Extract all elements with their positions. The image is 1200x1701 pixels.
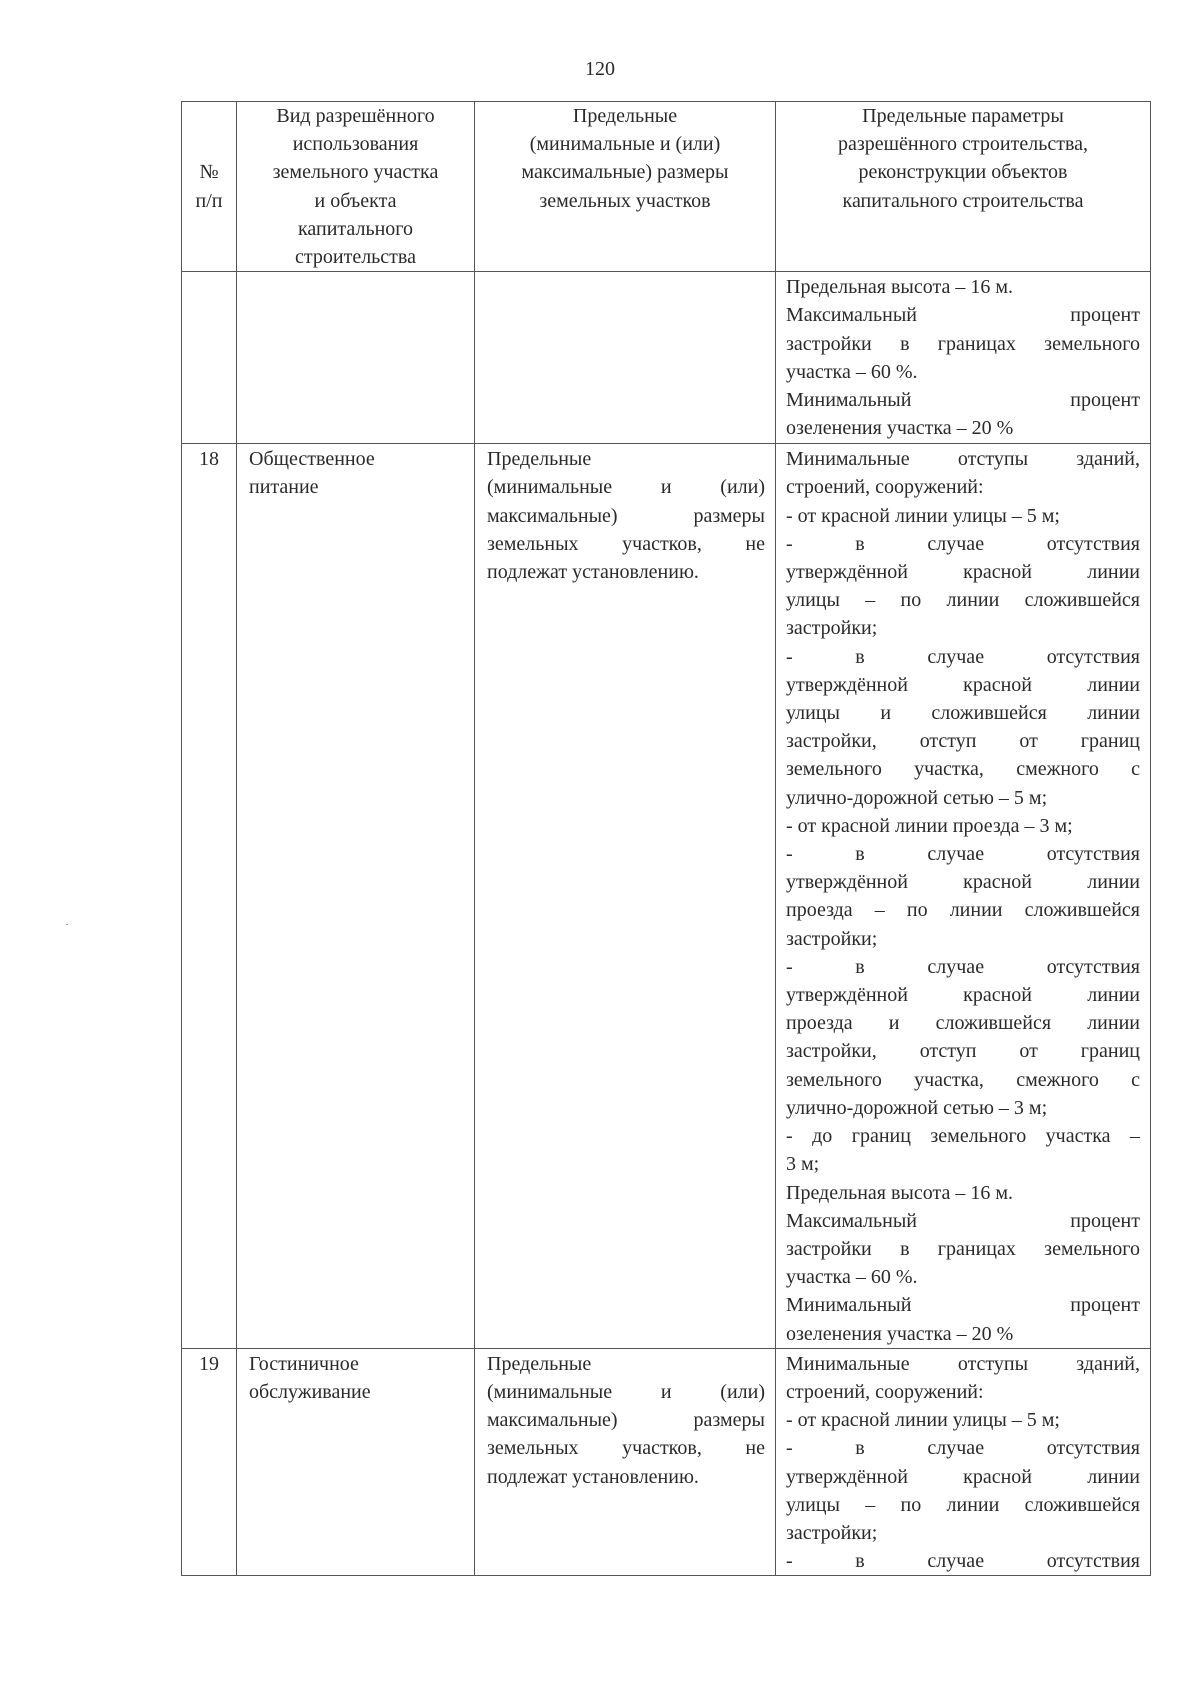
row-number: 18 [182,444,237,1349]
cell-text-line: подлежат установлению. [487,1465,699,1488]
header-sizes-line: максимальные) размеры [521,161,729,184]
header-sizes-line: (минимальные и (или) [529,133,721,156]
use-type-line: питание [249,476,319,499]
cell-text-line: - от красной линии улицы – 5 м; [786,1409,1060,1432]
cell-text-line: улично-дорожной сетью – 3 м; [786,1096,1048,1119]
header-use-type-line: использования [292,133,419,156]
cell-text-line: - в случае отсутствия [786,843,1140,866]
row-number [182,272,237,444]
cell-text-line: 3 м; [786,1153,820,1176]
cell-text-line: застройки в границах земельного [786,332,1140,355]
table-header-row [182,102,1151,272]
row-use-type [237,1348,475,1576]
row-sizes [475,444,776,1349]
cell-text-line: подлежат установлению. [487,561,699,584]
cell-text-line: максимальные) размеры [487,504,765,527]
header-params-line: капитального строительства [842,189,1084,212]
header-use-type-line: капитального [298,217,413,240]
cell-text-line: земельных участков, не [487,1437,765,1460]
cell-text-line: утверждённой красной линии [786,673,1140,696]
cell-text-line: - в случае отсутствия [786,645,1140,668]
cell-text-line: озеленения участка – 20 % [786,1322,1014,1345]
cell-text-line: утверждённой красной линии [786,984,1140,1007]
row-params [776,444,1151,1349]
cell-text-line: строений, сооружений: [786,1380,984,1403]
cell-text-line: проезда и сложившейся линии [786,1012,1140,1035]
cell-text-line: Максимальный процент [786,1209,1140,1232]
header-params-line: реконструкции объектов [858,161,1068,184]
row-params [776,1348,1151,1576]
use-type-line: обслуживание [249,1380,371,1403]
cell-text-line: застройки, отступ от границ [786,730,1140,753]
cell-text-line: застройки; [786,617,878,640]
row-use-type [237,272,475,444]
cell-text-line: строений, сооружений: [786,476,984,499]
cell-text-line: Предельные [487,1352,592,1375]
use-type-line: Гостиничное [249,1352,359,1375]
cell-text-line: - в случае отсутствия [786,1550,1140,1573]
header-params-line: разрешённого строительства, [838,133,1088,156]
cell-text-line: - в случае отсутствия [786,1437,1140,1460]
cell-text-line: Минимальные отступы зданий, [786,1352,1140,1375]
cell-text-line: - в случае отсутствия [786,532,1140,555]
cell-text-line: участка – 60 %. [786,1266,918,1289]
cell-text-line: Предельные [487,448,592,471]
header-params-line: Предельные параметры [862,105,1064,127]
header-number-line: № [199,161,219,184]
cell-text-line: Максимальный процент [786,304,1140,327]
cell-text-line: Предельная высота – 16 м. [786,276,1014,299]
header-use-type-line: и объекта [314,189,397,212]
cell-text-line: озеленения участка – 20 % [786,417,1014,440]
cell-text-line: - от красной линии проезда – 3 м; [786,814,1073,837]
cell-text-line: застройки; [786,927,878,950]
cell-text-line: улицы – по линии сложившейся [786,589,1140,612]
cell-text-line: - до границ земельного участка – [786,1125,1140,1148]
header-sizes-line: земельных участков [539,189,711,212]
row-use-type [237,444,475,1349]
row-sizes [475,1348,776,1576]
header-params [776,102,1151,272]
cell-text-line: Предельная высота – 16 м. [786,1181,1014,1204]
cell-text-line: (минимальные и (или) [487,1380,765,1403]
header-use-type-line: строительства [295,246,416,269]
header-sizes [475,102,776,272]
cell-text-line: застройки; [786,1521,878,1544]
cell-text-line: утверждённой красной линии [786,871,1140,894]
cell-text-line: Минимальный процент [786,389,1140,412]
table-row [182,444,1151,1349]
cell-text-line: застройки, отступ от границ [786,1040,1140,1063]
regulations-table [181,101,1151,1576]
table-row [182,1348,1151,1576]
cell-text-line: (минимальные и (или) [487,476,765,499]
header-use-type [237,102,475,272]
cell-text-line: утверждённой красной линии [786,561,1140,584]
cell-text-line: земельных участков, не [487,532,765,555]
cell-text-line: проезда – по линии сложившейся [786,899,1140,922]
cell-text-line: застройки в границах земельного [786,1237,1140,1260]
cell-text-line: утверждённой красной линии [786,1465,1140,1488]
cell-text-line: улицы – по линии сложившейся [786,1493,1140,1516]
cell-text-line: - от красной линии улицы – 5 м; [786,504,1060,527]
cell-text-line: земельного участка, смежного с [786,758,1140,781]
row-sizes [475,272,776,444]
header-use-type-line: Вид разрешённого [276,105,435,127]
page-number: 120 [585,58,615,80]
table-row [182,272,1151,444]
scan-speck [66,924,68,925]
cell-text-line: участка – 60 %. [786,360,918,383]
header-number [182,102,237,272]
cell-text-line: улично-дорожной сетью – 5 м; [786,786,1048,809]
cell-text-line: Минимальные отступы зданий, [786,448,1140,471]
cell-text-line: земельного участка, смежного с [786,1068,1140,1091]
cell-text-line: максимальные) размеры [487,1409,765,1432]
cell-text-line: улицы и сложившейся линии [786,702,1140,725]
cell-text-line: - в случае отсутствия [786,955,1140,978]
header-number-line: п/п [195,189,223,212]
row-params [776,272,1151,444]
header-use-type-line: земельного участка [272,161,439,184]
cell-text-line: Минимальный процент [786,1294,1140,1317]
header-sizes-line: Предельные [572,105,678,127]
use-type-line: Общественное [249,448,375,471]
row-number: 19 [182,1348,237,1576]
